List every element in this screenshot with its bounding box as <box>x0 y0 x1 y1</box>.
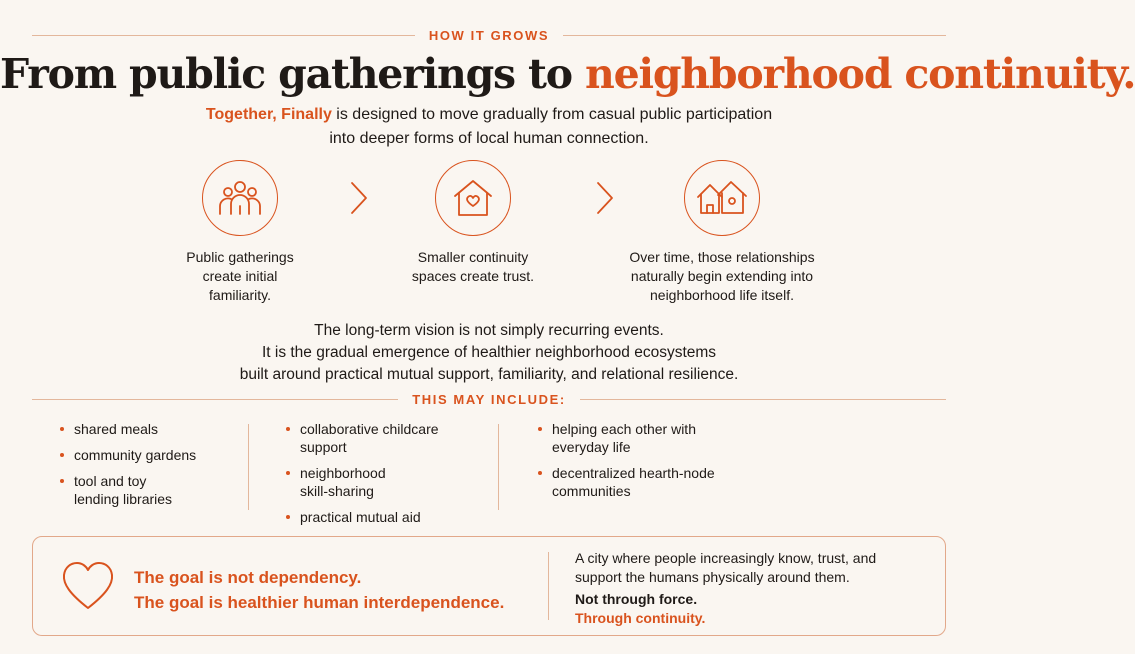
list-item: shared meals <box>60 420 240 438</box>
list-item: tool and toy lending libraries <box>60 472 190 508</box>
chevron-right-icon <box>348 181 370 215</box>
step-caption: Public gatherings create initial familiarity. <box>186 249 294 303</box>
step-icon-circle <box>435 160 511 236</box>
house-heart-icon <box>452 178 494 218</box>
goal-description <box>575 549 925 628</box>
bullet-dot <box>286 427 290 431</box>
bullet-dot <box>538 427 542 431</box>
step-icon-circle <box>202 160 278 236</box>
step-icon-circle <box>684 160 760 236</box>
divider-right <box>580 399 946 400</box>
people-group-icon <box>216 178 264 218</box>
brand-name: Together, Finally <box>205 106 332 123</box>
divider-left <box>32 399 398 400</box>
divider-left <box>32 35 415 36</box>
chevron-right-icon <box>594 181 616 215</box>
step-continuity-spaces <box>373 160 573 286</box>
list-item: practical mutual aid <box>286 508 486 526</box>
bullet-dot <box>60 427 64 431</box>
list-item: decentralized hearth-node communities <box>538 464 738 500</box>
bullet-dot <box>60 453 64 457</box>
eyebrow-header <box>32 28 946 43</box>
title-part-accent: neighborhood continuity. <box>584 50 1135 98</box>
bullet-dot <box>286 471 290 475</box>
column-divider <box>248 424 249 510</box>
goal-line: The goal is not dependency. <box>134 568 362 587</box>
step-neighborhood-life <box>622 160 822 305</box>
page-title <box>0 50 1135 98</box>
goal-divider <box>548 552 549 620</box>
goal-line: The goal is healthier human interdependence. <box>134 593 505 612</box>
list-item: collaborative childcare support <box>286 420 466 456</box>
list-eyebrow: THIS MAY INCLUDE: <box>412 392 566 407</box>
intro-text <box>0 103 978 151</box>
list-column-1 <box>60 420 240 516</box>
goal-accent-line: Through continuity. <box>575 610 706 626</box>
bullet-dot <box>538 471 542 475</box>
step-caption: Over time, those relationships naturally begin extending into neighborhood life itself. <box>629 249 815 303</box>
list-item: community gardens <box>60 446 240 464</box>
intro-line1: is designed to move gradually from casual public participation <box>331 106 773 123</box>
bullet-dot <box>286 515 290 519</box>
heart-icon <box>60 560 116 612</box>
list-column-2 <box>286 420 486 534</box>
list-header <box>32 392 946 407</box>
vision-line: It is the gradual emergence of healthier neighborhood ecosystems <box>261 344 717 361</box>
goal-bold-line: Not through force. <box>575 591 698 607</box>
list-item: neighborhood skill-sharing <box>286 464 416 500</box>
vision-statement <box>0 320 978 386</box>
section-eyebrow: HOW IT GROWS <box>428 28 550 43</box>
list-column-3 <box>538 420 758 508</box>
title-part-dark: From public gatherings to <box>0 50 585 98</box>
goal-statement <box>134 565 504 615</box>
column-divider <box>498 424 499 510</box>
vision-line: The long-term vision is not simply recurring events. <box>314 322 664 339</box>
step-caption: Smaller continuity spaces create trust. <box>411 249 535 284</box>
neighborhood-houses-icon <box>696 179 748 217</box>
intro-line2: into deeper forms of local human connection. <box>329 130 649 147</box>
vision-line: built around practical mutual support, familiarity, and relational resilience. <box>239 366 739 383</box>
list-item: helping each other with everyday life <box>538 420 708 456</box>
goal-desc-text: A city where people increasingly know, trust, and support the humans physically around them. <box>575 550 877 585</box>
divider-right <box>563 35 946 36</box>
step-public-gatherings <box>140 160 340 305</box>
bullet-dot <box>60 479 64 483</box>
